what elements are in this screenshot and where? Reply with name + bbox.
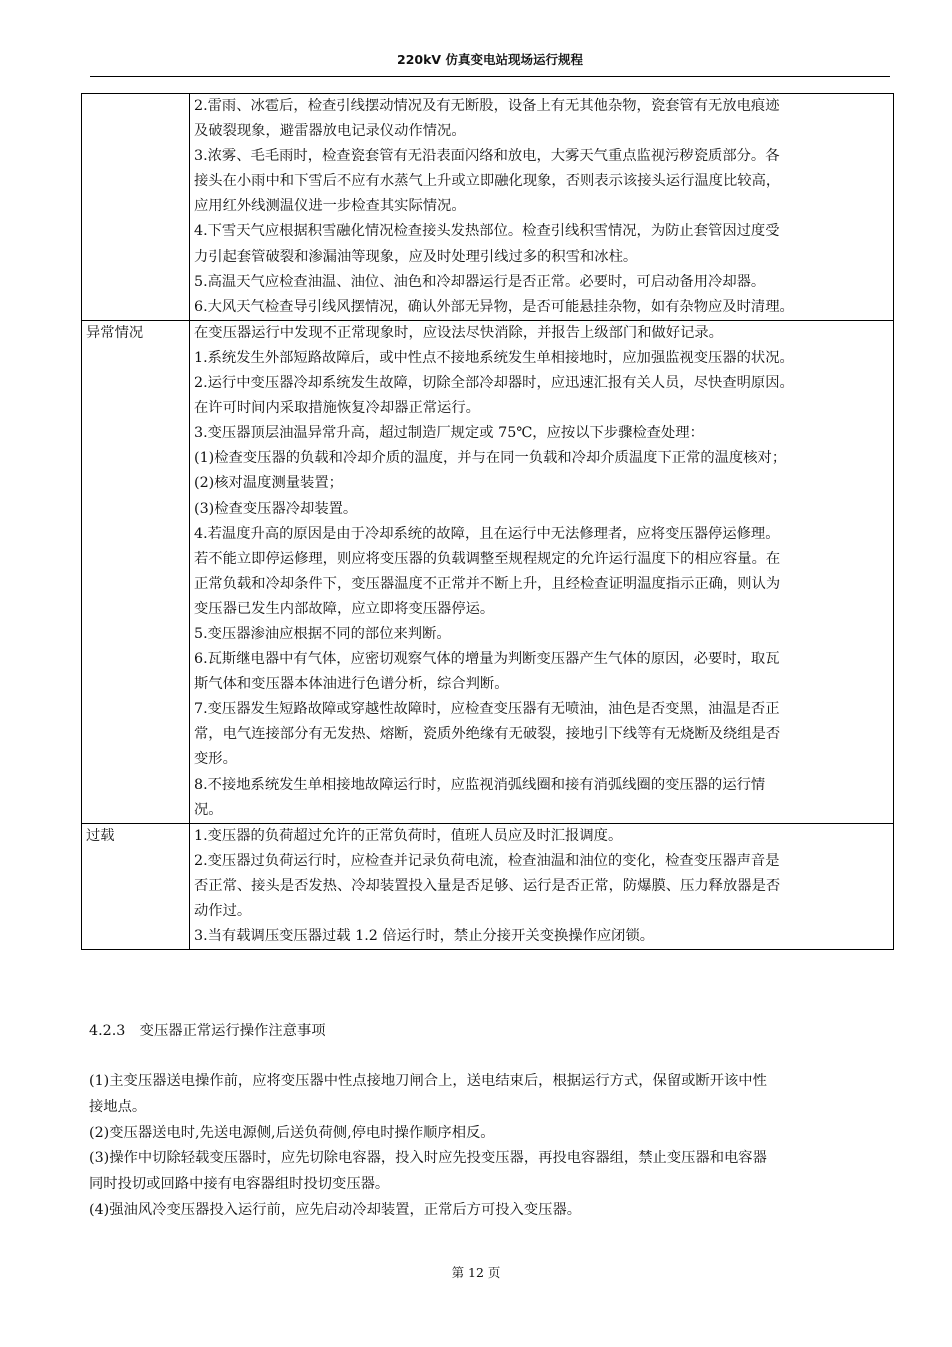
- content-line: 动作过。: [194, 903, 252, 919]
- content-line: 8.不接地系统发生单相接地故障运行时，应监视消弧线圈和接有消弧线圈的变压器的运行情: [194, 776, 766, 793]
- content-line: 接头在小雨中和下雪后不应有水蒸气上升或立即融化现象，否则表示该接头运行温度比较高，: [194, 173, 781, 190]
- content-line: 2.雷雨、冰雹后，检查引线摆动情况及有无断股，设备上有无其他杂物，瓷套管有无放电痕迹: [194, 98, 780, 114]
- table-row: [82, 320, 894, 823]
- page-number: 第 12 页: [451, 1265, 501, 1280]
- content-line: (1)检查变压器的负载和冷却介质的温度，并与在同一负载和冷却介质温度下正常的温度核对；: [194, 450, 787, 467]
- content-line: 7.变压器发生短路故障或穿越性故障时，应检查变压器有无喷油，油色是否变黑，油温是否正: [194, 701, 780, 718]
- content-line: 力引起套管破裂和渗漏油等现象，应及时处理引线过多的积雪和冰柱。: [194, 248, 638, 265]
- content-line: 否正常、接头是否发热、冷却装置投入量是否足够、运行是否正常，防爆膜、压力释放器是否: [194, 877, 781, 894]
- content-line: 正常负载和冷却条件下，变压器温度不正常并不断上升，且经检查证明温度指示正确，则认为: [194, 575, 781, 592]
- content-line: 3.变压器顶层油温异常升高，超过制造厂规定或 75℃，应按以下步骤检查处理：: [194, 425, 704, 442]
- content-line: 若不能立即停运修理，则应将变压器的负载调整至规程规定的允许运行温度下的相应容量。在: [194, 550, 781, 567]
- content-line: 变压器已发生内部故障，应立即将变压器停运。: [194, 600, 495, 617]
- content-line: 应用红外线测温仪进一步检查其实际情况。: [194, 198, 466, 215]
- content-line: 在变压器运行中发现不正常现象时，应设法尽快消除，并报告上级部门和做好记录。: [194, 324, 723, 341]
- content-line: (2)核对温度测量装置；: [194, 475, 343, 492]
- content-line: 2.变压器过负荷运行时，应检查并记录负荷电流，检查油温和油位的变化，检查变压器声音是: [194, 852, 780, 869]
- content-line: 2.运行中变压器冷却系统发生故障，切除全部冷却器时，应迅速汇报有关人员，尽快查明原因。: [194, 375, 794, 392]
- section-title: 4.2.3 变压器正常运行操作注意事项: [89, 1023, 326, 1039]
- content-line: 在许可时间内采取措施恢复冷却器正常运行。: [194, 400, 480, 417]
- content-line: 6.瓦斯继电器中有气体，应密切观察气体的增量为判断变压器产生气体的原因，必要时，取瓦: [194, 651, 780, 668]
- content-line: 况。: [194, 801, 223, 818]
- row-content: [190, 94, 894, 321]
- paragraph-line: 接地点。: [89, 1098, 147, 1115]
- page-header: 220kV 仿真变电站现场运行规程: [397, 52, 583, 67]
- paragraph-line: (1)主变压器送电操作前，应将变压器中性点接地刀闸合上，送电结束后，根据运行方式，保留或断开该中性: [89, 1073, 767, 1089]
- content-line: 1.变压器的负荷超过允许的正常负荷时，值班人员应及时汇报调度。: [194, 827, 623, 844]
- row-content: [190, 320, 894, 823]
- table-row: [82, 823, 894, 949]
- content-line: 5.变压器渗油应根据不同的部位来判断。: [194, 625, 451, 642]
- table-body: [82, 94, 894, 950]
- row-content: [190, 823, 894, 949]
- paragraph-line: (3)操作中切除轻载变压器时，应先切除电容器，投入时应先投变压器，再投电容器组，禁止变压器和电容器: [89, 1150, 767, 1167]
- header-rule: [90, 76, 890, 77]
- content-line: 4.若温度升高的原因是由于冷却系统的故障，且在运行中无法修理者，应将变压器停运修理。: [194, 525, 780, 542]
- operation-table: [81, 93, 894, 950]
- content-line: 3.当有载调压变压器过载 1.2 倍运行时，禁止分接开关变换操作应闭锁。: [194, 928, 655, 945]
- content-line: 斯气体和变压器本体油进行色谱分析，综合判断。: [194, 676, 509, 693]
- content-line: 及破裂现象，避雷器放电记录仪动作情况。: [194, 123, 466, 140]
- paragraph-line: (2)变压器送电时,先送电源侧,后送负荷侧,停电时操作顺序相反。: [89, 1124, 495, 1141]
- content-line: (3)检查变压器冷却装置。: [194, 500, 358, 517]
- content-line: 常，电气连接部分有无发热、熔断，瓷质外绝缘有无破裂，接地引下线等有无烧断及绕组是否: [194, 726, 781, 743]
- content-line: 变形。: [194, 751, 237, 768]
- content-line: 4.下雪天气应根据积雪融化情况检查接头发热部位。检查引线积雪情况，为防止套管因过度受: [194, 223, 780, 240]
- row-category: [82, 94, 190, 321]
- paragraph-line: 同时投切或回路中接有电容器组时投切变压器。: [89, 1176, 390, 1193]
- table-row: [82, 94, 894, 321]
- paragraph-line: (4)强油风冷变压器投入运行前，应先启动冷却装置，正常后方可投入变压器。: [89, 1201, 582, 1218]
- row-category: 异常情况: [82, 320, 190, 823]
- content-line: 5.高温天气应检查油温、油位、油色和冷却器运行是否正常。必要时，可启动备用冷却器。: [194, 273, 766, 290]
- content-line: 3.浓雾、毛毛雨时，检查瓷套管有无沿表面闪络和放电，大雾天气重点监视污秽瓷质部分。各: [194, 148, 780, 165]
- row-category: 过载: [82, 823, 190, 949]
- section-body: [89, 1069, 889, 1224]
- content-line: 1.系统发生外部短路故障后，或中性点不接地系统发生单相接地时，应加强监视变压器的状况。: [194, 349, 794, 366]
- content-line: 6.大风天气检查导引线风摆情况，确认外部无异物，是否可能悬挂杂物，如有杂物应及时清理。: [194, 298, 794, 315]
